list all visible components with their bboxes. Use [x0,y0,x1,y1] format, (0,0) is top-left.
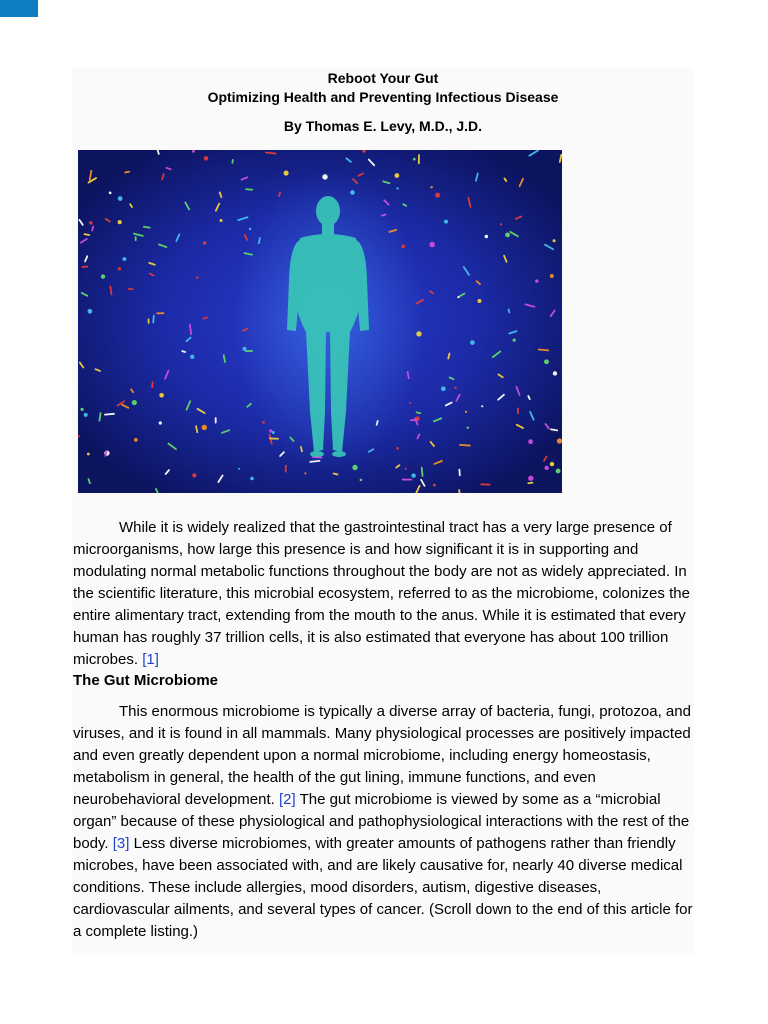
microbe-particle [284,170,289,175]
microbe-particle [246,189,252,190]
article-title: Reboot Your Gut [327,70,439,86]
microbe-particle [360,479,363,482]
microbe-particle [224,355,225,362]
microbe-particle [85,234,90,235]
microbe-particle [505,233,510,238]
body-paragraph-1 [73,517,693,671]
microbe-particle [144,227,150,228]
microbe-particle [99,413,100,421]
microbe-particle [101,274,105,278]
microbe-particle [551,429,557,430]
microbe-particle [422,468,423,476]
microbe-particle [118,196,123,201]
microbe-particle [250,477,254,481]
microbe-particle [435,193,440,198]
microbe-particle [411,473,415,477]
microbe-particle [467,427,469,429]
microbe-particle [396,447,399,450]
microbe-particle [105,414,114,415]
article-byline: By Thomas E. Levy, M.D., J.D. [283,118,483,134]
document-page [72,68,694,955]
microbe-particle [238,468,240,470]
microbe-particle [470,340,475,345]
microbe-particle [528,476,533,481]
microbe-particle [396,187,398,189]
microbiome-human-figure-image [78,150,562,493]
microbe-particle [550,274,554,278]
microbe-particle [513,338,516,341]
microbe-particle [459,490,460,493]
microbe-particle [80,408,83,411]
microbe-particle [539,349,549,350]
microbe-particle [190,355,194,359]
microbe-particle [485,235,489,239]
microbe-particle [477,299,481,303]
microbe-particle [105,452,106,456]
microbe-particle [118,220,122,224]
microbe-particle [481,405,483,407]
microbe-particle [550,462,554,466]
microbe-particle [202,425,207,430]
microbe-particle [429,242,434,247]
paragraph-1-text: While it is widely realized that the gastrointestinal tract has a very large presence of microorganisms, how large this presence is and how significant it is in supporting and modulating normal metabolic functions throughout the body are not as widely appreciated. In the scientific literature, this microbial ecosystem, referred to as the microbiome, colonizes the entire alimentary tract, extending from the mouth to the anus. While it is estimated that every human has roughly 37 trillion cells, it is also estimated that everyone has about 100 trillion microbes. [73,519,690,668]
microbe-particle [89,221,93,225]
microbe-particle [413,158,416,161]
article-subtitle: Optimizing Health and Preventing Infectious Disease [207,89,559,105]
paragraph-2-text-part-1: This enormous microbiome is typically a diverse array of bacteria, fungi, protozoa, and viruses, and it is found in all mammals. Many physiological processes are positively impacted and even greatly dependent upon a normal microbiome, including energy homeostasis, metabolism in general, the health of the gut lining, immune functions, and even neurobehavioral development. [73,703,691,808]
microbe-particle [553,239,556,242]
microbe-particle [203,241,206,244]
microbe-particle [196,426,197,432]
microbe-particle [394,173,399,178]
microbe-particle [545,466,549,470]
reference-link-2[interactable]: [2] [278,791,296,808]
microbe-particle [405,468,407,470]
microbe-particle [557,438,562,443]
microbe-particle [430,186,432,188]
paragraph-2-text-part-2: The gut microbiome is viewed by some as a “microbial organ” because of these physiological and pathophysiological interactions with the rest of the body. [73,791,690,852]
reference-link-1[interactable]: [1] [142,651,159,668]
microbe-particle [134,438,138,442]
microbe-particle [500,223,502,225]
microbe-particle [460,445,470,446]
microbe-particle [509,310,510,313]
microbe-particle [84,413,88,417]
microbe-particle [556,469,561,474]
microbe-particle [204,156,209,161]
microbe-particle [159,421,162,424]
microbe-particle [528,439,533,444]
microbe-particle [409,402,411,404]
microbe-particle [158,150,159,154]
microbe-particle [417,412,421,413]
corner-tab [0,0,38,17]
microbe-particle [433,484,436,487]
microbe-particle [159,393,164,398]
microbe-particle [553,371,557,375]
microbe-particle [192,473,196,477]
microbe-particle [454,387,456,389]
microbe-particle [249,228,251,230]
microbe-particle [110,286,111,294]
microbe-particle [132,400,137,405]
microbe-particle [544,359,549,364]
microbe-particle [266,152,276,153]
microbe-particle [220,219,223,222]
microbe-particle [535,279,538,282]
microbe-particle [334,473,338,474]
microbe-particle [87,453,90,456]
microbe-particle [465,411,467,413]
hero-illustration [78,150,562,493]
section-heading: The Gut Microbiome [73,672,219,689]
microbe-particle [448,353,449,358]
microbe-particle [528,483,532,484]
paragraph-2-text-part-3: Less diverse microbiomes, with greater amounts of pathogens rather than friendly microbes, have been associated with, and are likely causative for, nearly 40 diverse medical conditions. These include allergies, mood disorders, autism, digestive diseases, cardiovascular ailments, and several types of cancer. (Scroll down to the end of this article for a complete listing.) [73,835,693,940]
reference-link-3[interactable]: [3] [112,835,130,852]
microbe-particle [92,227,93,231]
microbe-particle [304,472,306,474]
body-paragraph-2 [73,701,693,943]
microbe-particle [109,192,112,195]
microbe-particle [125,172,129,173]
microbe-particle [122,257,126,261]
microbe-particle [118,267,121,270]
microbe-particle [196,276,199,279]
microbe-particle [352,465,357,470]
microbe-particle [182,351,185,352]
microbe-particle [190,325,191,334]
microbe-particle [444,220,448,224]
microbe-particle [88,309,93,314]
microbe-particle [441,386,446,391]
